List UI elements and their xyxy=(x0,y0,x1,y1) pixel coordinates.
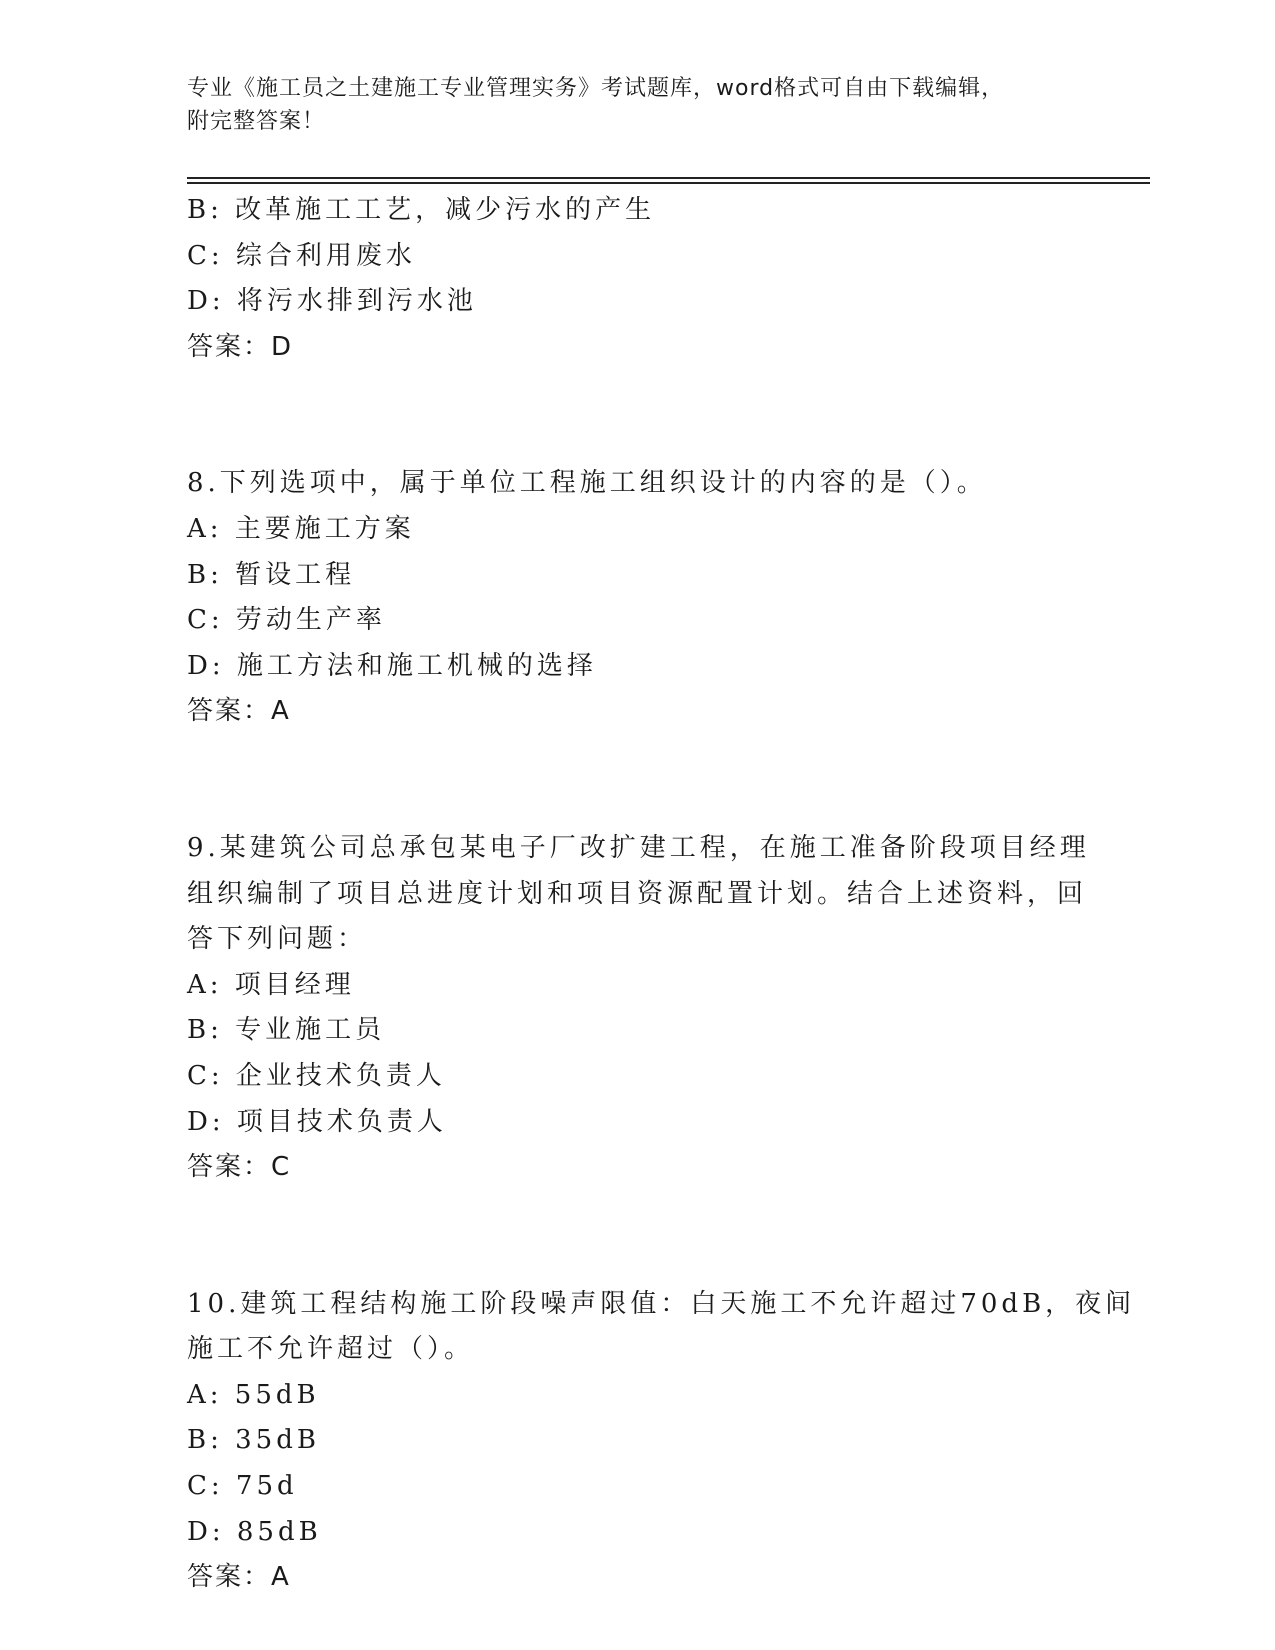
answer: 答案：A xyxy=(187,696,291,727)
option-c: C: 综合利用废水 xyxy=(187,240,416,271)
spacer xyxy=(187,1191,1087,1282)
option-d: D: 项目技术负责人 xyxy=(187,1106,447,1137)
option-b: B: 专业施工员 xyxy=(187,1015,386,1046)
option-d: D: 将污水排到污水池 xyxy=(187,286,477,317)
question-9 xyxy=(187,826,1090,1191)
option-d: D: 85dB xyxy=(187,1516,322,1547)
answer: 答案：A xyxy=(187,1562,291,1593)
option-b: B: 改革施工工艺，减少污水的产生 xyxy=(187,195,656,225)
question-stem: 8.下列选项中，属于单位工程施工组织设计的内容的是（）。 xyxy=(187,468,987,499)
option-b: B: 暂设工程 xyxy=(187,559,356,590)
spacer xyxy=(187,370,1087,461)
question-stem: 9.某建筑公司总承包某电子厂改扩建工程，在施工准备阶段项目经理 xyxy=(187,832,1090,863)
option-a: A: 55dB xyxy=(187,1379,320,1410)
question-8 xyxy=(187,461,1087,735)
question-stem: 组织编制了项目总进度计划和项目资源配置计划。结合上述资料，回 xyxy=(187,878,1088,909)
question-stem: 10.建筑工程结构施工阶段噪声限值：白天施工不允许超过70dB，夜间 xyxy=(187,1288,1136,1319)
document-body xyxy=(187,188,1136,1601)
header-line-2: 附完整答案！ xyxy=(187,109,326,134)
option-c: C: 75d xyxy=(187,1471,298,1502)
option-c: C: 企业技术负责人 xyxy=(187,1060,446,1091)
question-stem: 答下列问题： xyxy=(187,924,368,955)
option-a: A: 项目经理 xyxy=(187,969,355,1000)
header-divider-top xyxy=(187,177,1150,179)
document-header xyxy=(187,72,1067,138)
spacer xyxy=(187,735,1087,826)
question-stem: 施工不允许超过（）。 xyxy=(187,1334,475,1365)
option-c: C: 劳动生产率 xyxy=(187,605,386,636)
option-a: A: 主要施工方案 xyxy=(187,513,415,544)
option-d: D: 施工方法和施工机械的选择 xyxy=(187,650,597,681)
answer: 答案：C xyxy=(187,1152,292,1183)
option-b: B: 35dB xyxy=(187,1425,320,1456)
header-divider-bottom xyxy=(187,182,1150,184)
question-10 xyxy=(187,1282,1136,1601)
header-line-1: 专业《施工员之土建施工专业管理实务》考试题库，word格式可自由下载编辑， xyxy=(187,76,1005,101)
answer: 答案：D xyxy=(187,331,294,362)
question-7-continued xyxy=(187,188,1087,370)
